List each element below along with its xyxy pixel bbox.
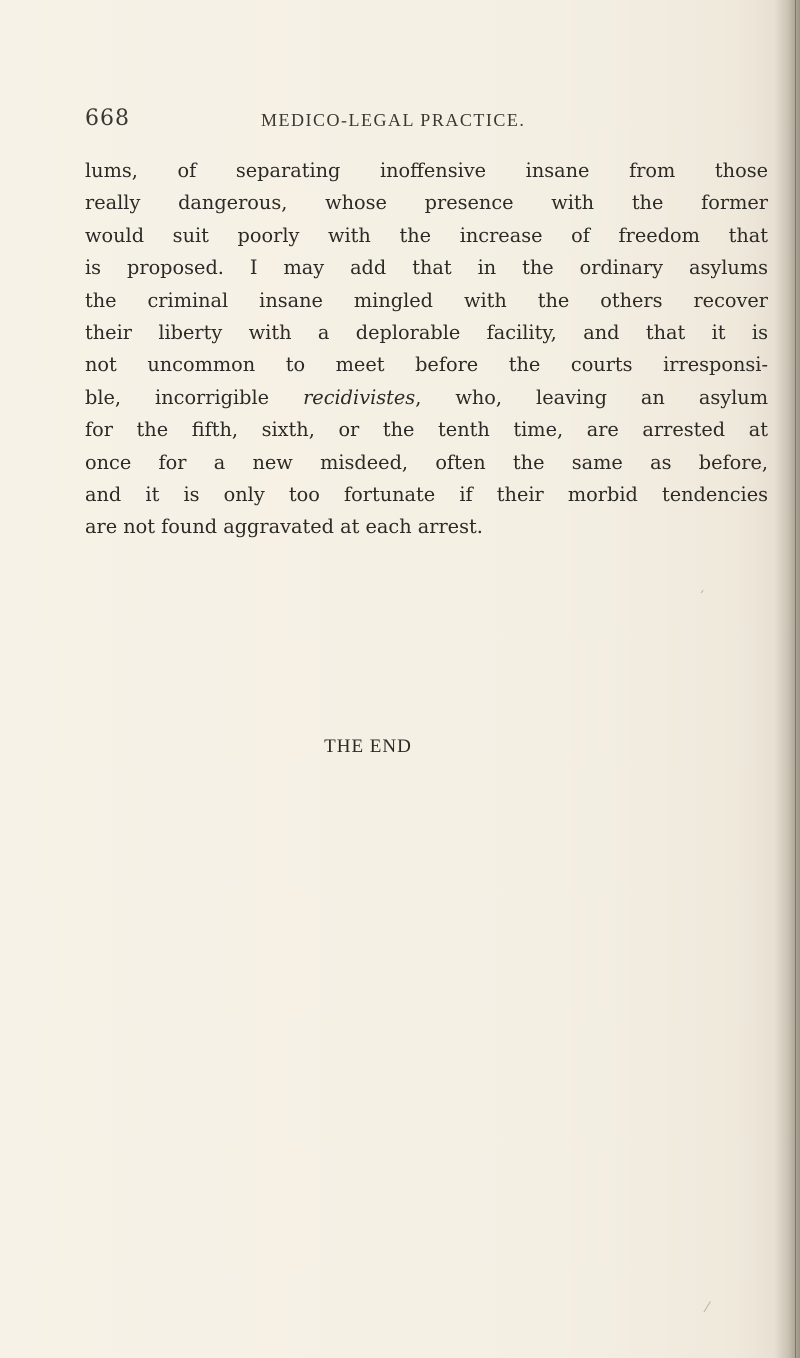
page-edge-shadow bbox=[774, 0, 800, 1358]
running-head: MEDICO-LEGAL PRACTICE. bbox=[261, 110, 526, 130]
text-segment: , who, leaving an asylum bbox=[415, 385, 768, 409]
ink-speck: ˊ bbox=[698, 590, 705, 606]
text-line: is proposed. I may add that in the ordinary asylums bbox=[85, 256, 768, 280]
text-line: would suit poorly with the increase of freedom that bbox=[85, 223, 768, 247]
text-line: not uncommon to meet before the courts irresponsi- bbox=[85, 353, 768, 377]
text-line: their liberty with a deplorable facility, and that it is bbox=[85, 321, 768, 345]
text-line: lums, of separating inoffensive insane from those bbox=[85, 159, 768, 182]
text-line-last: are not found aggravated at each arrest. bbox=[85, 515, 483, 539]
page-edge-line bbox=[795, 0, 796, 1358]
text-segment: ble, incorrigible bbox=[85, 385, 304, 409]
page-header bbox=[85, 106, 705, 146]
text-line: for the fifth, sixth, or the tenth time, are arrested at bbox=[85, 418, 768, 442]
text-line: and it is only too fortunate if their morbid tendencies bbox=[85, 483, 768, 507]
text-line-with-italic bbox=[85, 382, 768, 414]
page-number: 668 bbox=[85, 106, 130, 131]
body-paragraph bbox=[85, 155, 768, 544]
italic-term: recidivistes bbox=[303, 385, 416, 409]
text-line: really dangerous, whose presence with the former bbox=[85, 191, 768, 215]
ink-speck: ⁄ bbox=[706, 1300, 709, 1316]
text-line: the criminal insane mingled with the others recover bbox=[85, 288, 768, 312]
text-line: once for a new misdeed, often the same as before, bbox=[85, 450, 768, 474]
the-end-heading: THE END bbox=[324, 736, 412, 757]
